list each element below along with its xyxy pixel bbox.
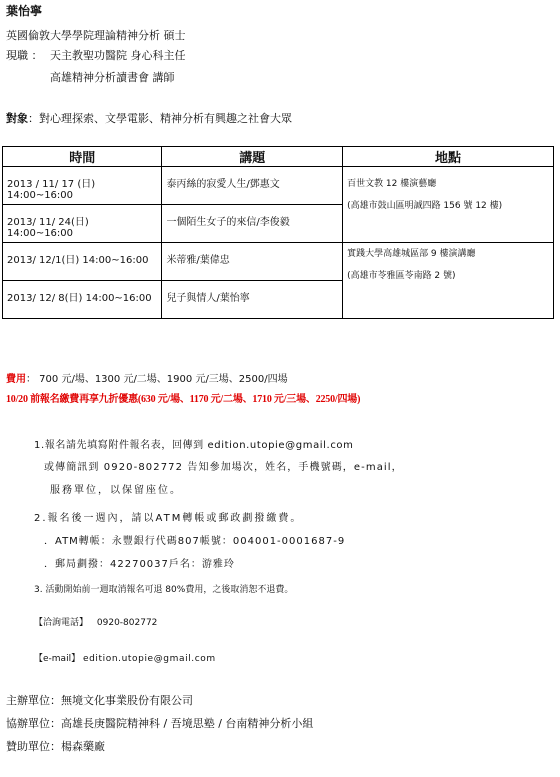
table-row	[3, 167, 554, 205]
contact-email-line	[34, 651, 216, 664]
fee-discount: 10/20 前報名繳費再享九折優惠(630 元/場、1170 元/二場、1710 元/三場、2250/四場)	[6, 394, 361, 405]
current-position-1: 天主教聖功醫院 身心科主任	[50, 49, 186, 62]
row-time: 2013 / 11/ 17 (日) 14:00~16:00	[3, 167, 162, 205]
phone-label: 【洽詢電話】	[34, 618, 89, 628]
co-organizers: 協辦單位：高雄長庚醫院精神科 / 吾境思塾 / 台南精神分析小組	[6, 717, 314, 730]
email-label: 【e-mail】	[34, 654, 81, 664]
audience-label: 對象	[6, 112, 28, 125]
email-address: edition.utopie@gmail.com	[82, 654, 216, 664]
header-time: 時間	[3, 147, 162, 167]
speaker-degree: 英國倫敦大學學院理論精神分析 碩士	[6, 29, 186, 42]
register-step-1: 1.報名請先填寫附件報名表，回傳到 edition.utopie@gmail.com	[34, 440, 354, 451]
speaker-name: 葉怡寧	[6, 4, 43, 18]
contact-phone-line	[34, 615, 157, 628]
register-step-1-end: 服務單位，以保留座位。	[50, 485, 182, 496]
row-time: 2013/ 12/ 8(日) 14:00~16:00	[3, 281, 162, 319]
venue-cell-2	[343, 243, 554, 319]
table-header-row	[3, 147, 554, 167]
row-topic: 米蒂雅/葉偉忠	[162, 243, 343, 281]
audience-text: ：對心理探索、文學電影、精神分析有興趣之社會大眾	[28, 112, 292, 125]
venue-1-address: (高雄市鼓山區明誠四路 156 號 12 樓)	[347, 201, 503, 211]
row-topic: 兒子與情人/葉怡寧	[162, 281, 343, 319]
row-time: 2013/ 12/1(日) 14:00~16:00	[3, 243, 162, 281]
table-row	[3, 243, 554, 281]
register-step-3: 3. 活動開始前一週取消報名可退 80%費用，之後取消恕不退費。	[34, 585, 294, 595]
row-topic: 一個陌生女子的來信/李俊毅	[162, 205, 343, 243]
venue-1-name: 百世文教 12 樓演藝廳	[347, 179, 437, 189]
host-organizer: 主辦單位：無境文化事業股份有限公司	[6, 694, 193, 707]
phone-number: 0920-802772	[96, 618, 158, 628]
fee-line	[6, 370, 288, 385]
venue-2-address: (高雄市苓雅區苓南路 2 號)	[347, 271, 456, 281]
schedule-table	[2, 146, 554, 319]
register-step-2: 2.報名後一週內，請以ATM轉帳或郵政劃撥繳費。	[34, 513, 303, 524]
current-position-2: 高雄精神分析讀書會 講師	[50, 71, 175, 84]
header-venue: 地點	[343, 147, 554, 167]
venue-cell-1	[343, 167, 554, 243]
atm-transfer: ．ATM轉帳：永豐銀行代碼807帳號：004001-0001687-9	[44, 536, 346, 547]
audience-line	[6, 110, 292, 126]
current-position-label: 現職 ：	[6, 49, 43, 62]
row-topic: 泰丙絲的寂愛人生/鄧惠文	[162, 167, 343, 205]
register-step-1-cont: 或傳簡訊到 0920-802772 告知參加場次，姓名，手機號碼，e-mail，	[44, 462, 403, 473]
venue-2-name: 實踐大學高雄城區部 9 樓演講廳	[347, 249, 476, 259]
fee-label: 費用	[6, 374, 26, 385]
row-time: 2013/ 11/ 24(日) 14:00~16:00	[3, 205, 162, 243]
header-topic: 講題	[162, 147, 343, 167]
sponsor: 贊助單位：楊森藥廠	[6, 740, 105, 753]
postal-transfer: ．郵局劃撥：42270037戶名：游雅玲	[44, 559, 235, 570]
fee-text: ： 700 元/場、1300 元/二場、1900 元/三場、2500/四場	[26, 374, 288, 385]
